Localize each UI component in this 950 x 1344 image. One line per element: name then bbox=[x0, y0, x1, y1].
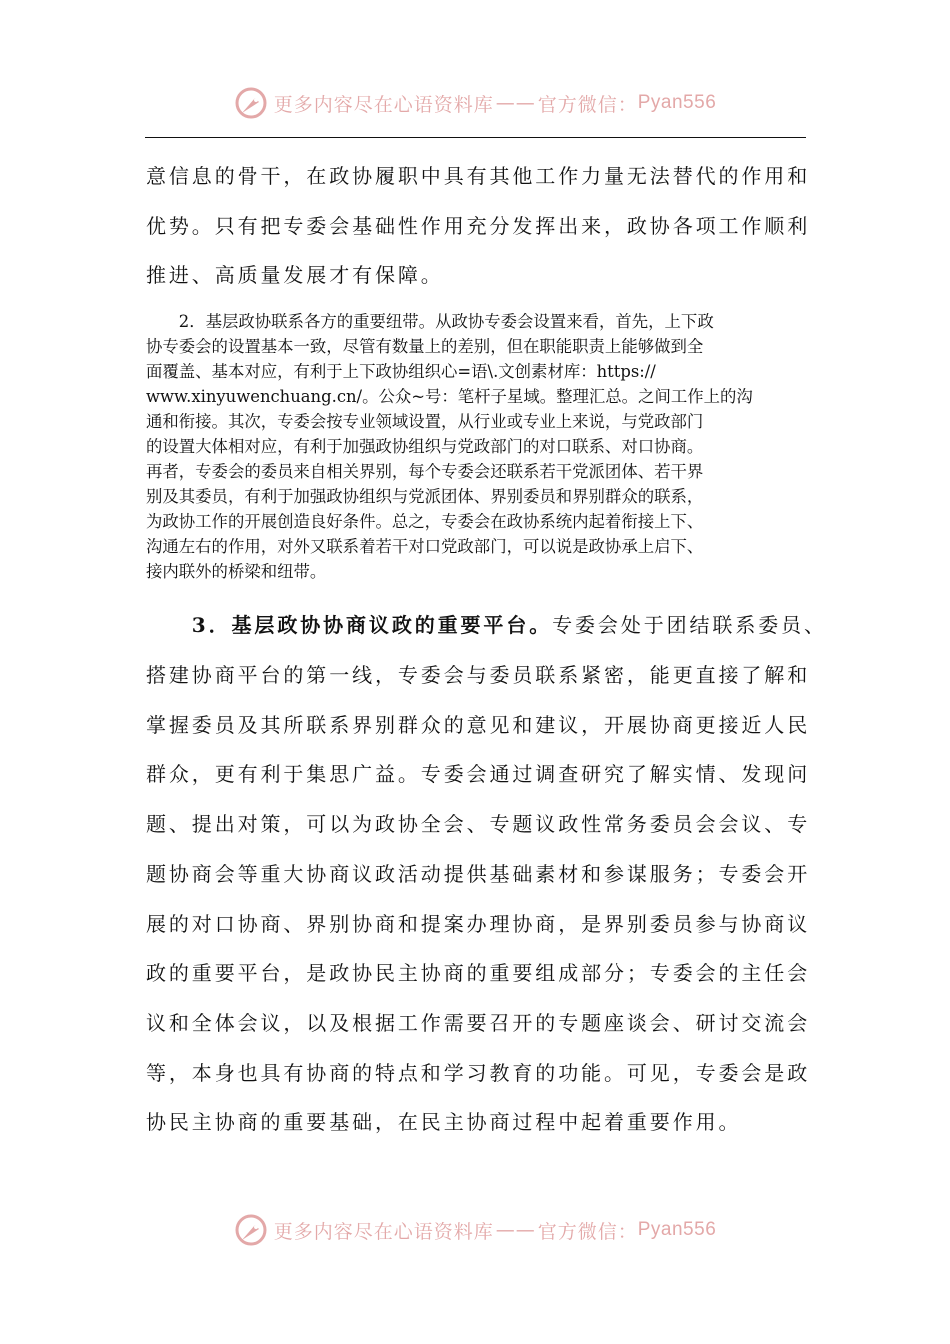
paragraph-3-line: 等，本身也具有协商的特点和学习教育的功能。可见，专委会是政 bbox=[146, 1061, 811, 1085]
header-banner bbox=[0, 83, 950, 123]
paragraph-3-first-line bbox=[146, 609, 827, 638]
banner-brand-text: 更多内容尽在心语资料库 bbox=[273, 1220, 494, 1243]
paragraph-3-line: 掌握委员及其所联系界别群众的意见和建议，开展协商更接近人民 bbox=[146, 713, 811, 737]
paragraph-2-line: 2．基层政协联系各方的重要纽带。从政协专委会设置来看，首先，上下政 bbox=[146, 312, 714, 331]
paragraph-2-line: 协专委会的设置基本一致，尽管有数量上的差别，但在职能职责上能够做到全 bbox=[146, 337, 704, 356]
banner-wechat-label: 官方微信： bbox=[537, 1220, 638, 1243]
pen-nib-logo-icon bbox=[234, 86, 268, 120]
paragraph-2-line: 的设置大体相对应，有利于加强政协组织与党政部门的对口联系、对口协商。 bbox=[146, 437, 704, 456]
banner-brand-text: 更多内容尽在心语资料库 bbox=[273, 93, 494, 116]
paragraph-3-line: 政的重要平台，是政协民主协商的重要组成部分；专委会的主任会 bbox=[146, 961, 811, 985]
paragraph-2-line: 再者，专委会的委员来自相关界别，每个专委会还联系若干党派团体、若干界 bbox=[146, 462, 704, 481]
pen-nib-logo-icon bbox=[234, 1213, 268, 1247]
paragraph-3-line: 题协商会等重大协商议政活动提供基础素材和参谋服务；专委会开 bbox=[146, 862, 811, 886]
paragraph-3-line: 题、提出对策，可以为政协全会、专题议政性常务委员会会议、专 bbox=[146, 812, 811, 836]
paragraph-1-line: 优势。只有把专委会基础性作用充分发挥出来，政协各项工作顺利 bbox=[146, 214, 811, 238]
paragraph-3-line: 群众，更有利于集思广益。专委会通过调查研究了解实情、发现问 bbox=[146, 762, 811, 786]
banner-dash: —— bbox=[495, 1219, 536, 1241]
paragraph-1-line: 推进、高质量发展才有保障。 bbox=[146, 263, 444, 287]
banner-dash: —— bbox=[495, 92, 536, 114]
paragraph-3-first-rest: 专委会处于团结联系委员、 bbox=[552, 613, 827, 637]
paragraph-3-line: 搭建协商平台的第一线，专委会与委员联系紧密，能更直接了解和 bbox=[146, 663, 811, 687]
paragraph-3-line: 协民主协商的重要基础，在民主协商过程中起着重要作用。 bbox=[146, 1110, 742, 1134]
paragraph-2-line: 通和衔接。其次，专委会按专业领域设置，从行业或专业上来说，与党政部门 bbox=[146, 412, 704, 431]
paragraph-2-line: 沟通左右的作用，对外又联系着若干对口党政部门，可以说是政协承上启下、 bbox=[146, 537, 704, 556]
banner-wechat-id: Pyan556 bbox=[637, 92, 717, 113]
paragraph-2-line: www.xinyuwenchuang.cn/。公众~号：笔杆子星域。整理汇总。之间工作上的沟 bbox=[146, 387, 753, 406]
banner-wechat-id: Pyan556 bbox=[637, 1219, 717, 1240]
footer-banner bbox=[0, 1210, 950, 1250]
paragraph-2-line: 别及其委员，有利于加强政协组织与党派团体、界别委员和界别群众的联系， bbox=[146, 487, 704, 506]
paragraph-1-line: 意信息的骨干，在政协履职中具有其他工作力量无法替代的作用和 bbox=[146, 164, 811, 188]
paragraph-2-line: 接内联外的桥梁和纽带。 bbox=[146, 562, 327, 581]
header-divider bbox=[145, 137, 806, 138]
paragraph-3-line: 展的对口协商、界别协商和提案办理协商，是界别委员参与协商议 bbox=[146, 912, 811, 936]
paragraph-3-heading: 3．基层政协协商议政的重要平台。 bbox=[146, 613, 553, 637]
paragraph-2-line: 为政协工作的开展创造良好条件。总之，专委会在政协系统内起着衔接上下、 bbox=[146, 512, 704, 531]
paragraph-3-line: 议和全体会议，以及根据工作需要召开的专题座谈会、研讨交流会 bbox=[146, 1011, 811, 1035]
paragraph-2-line: 面覆盖、基本对应，有利于上下政协组织心=语\.文创素材库：https:// bbox=[146, 362, 656, 381]
banner-wechat-label: 官方微信： bbox=[537, 93, 638, 116]
